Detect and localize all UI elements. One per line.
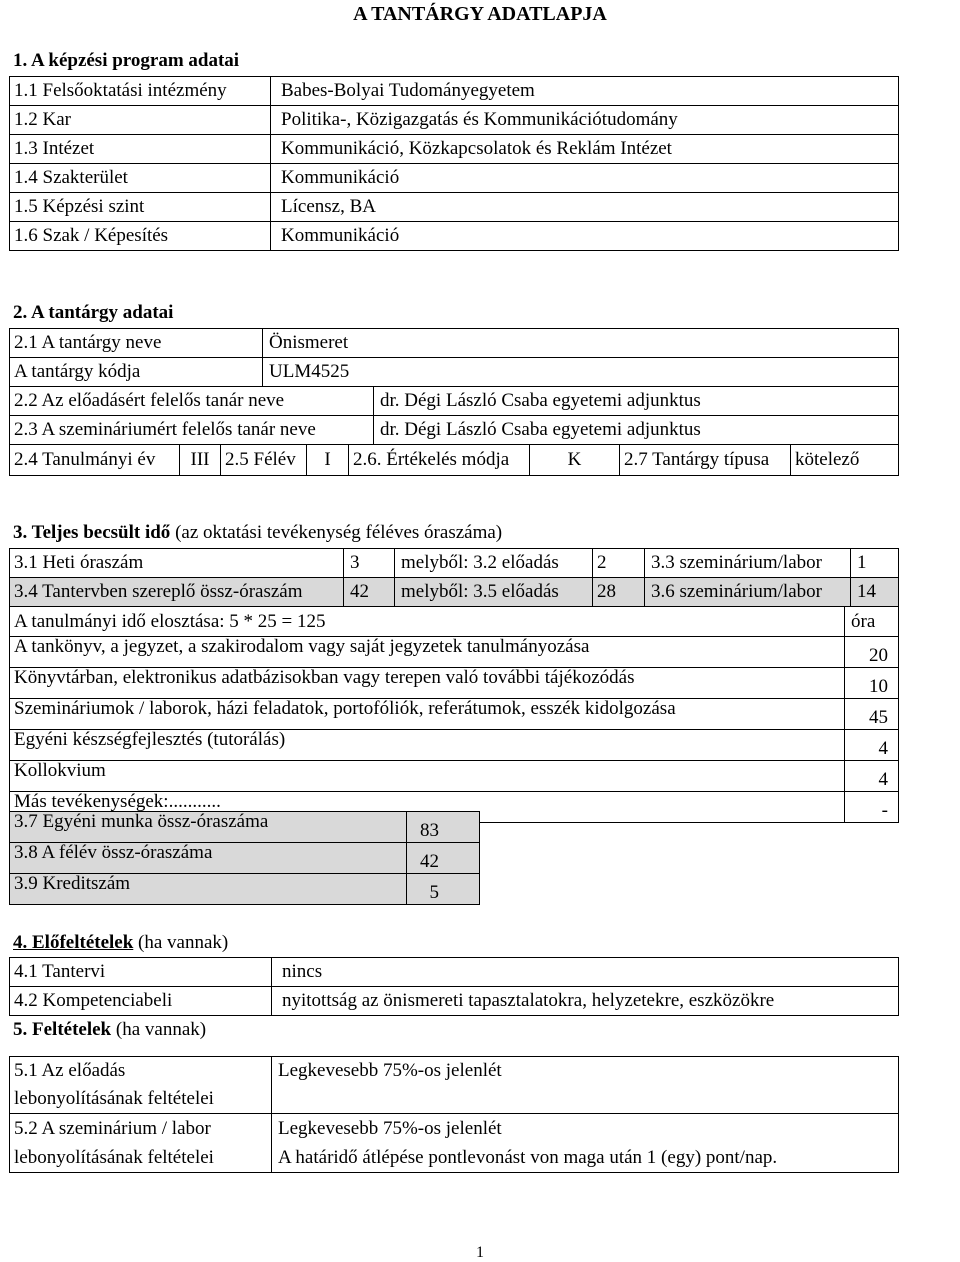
- total-lecture-label: melyből: 3.5 előadás: [395, 578, 593, 607]
- weekly-hours-label: 3.1 Heti óraszám: [10, 549, 344, 578]
- table-row: [10, 812, 480, 843]
- totals-table: [9, 811, 480, 905]
- program-data-table: [9, 76, 899, 251]
- program-field-label: 1.2 Kar: [10, 106, 271, 135]
- program-field-value: Babes-Bolyai Tudományegyetem: [271, 77, 899, 106]
- total-label: 3.8 A félév össz-óraszáma: [10, 843, 407, 874]
- lecture-teacher-label: 2.2 Az előadásért felelős tanár neve: [10, 387, 374, 416]
- hours-table: [9, 548, 899, 607]
- subject-code-value: ULM4525: [263, 358, 899, 387]
- seminar-conditions-label: [10, 1114, 272, 1173]
- activity-hours: 4: [845, 761, 899, 792]
- program-field-value: Politika-, Közigazgatás és Kommunikációtudomány: [271, 106, 899, 135]
- lecture-teacher-value: dr. Dégi László Csaba egyetemi adjunktus: [374, 387, 899, 416]
- program-field-value: Kommunikáció, Közkapcsolatok és Reklám Intézet: [271, 135, 899, 164]
- table-row: [10, 358, 899, 387]
- table-row: [10, 874, 480, 905]
- semester-value: I: [307, 445, 349, 476]
- total-value: 42: [407, 843, 480, 874]
- total-hours-label: 3.4 Tantervben szereplő össz-óraszám: [10, 578, 344, 607]
- seminar-teacher-label: 2.3 A szemináriumért felelős tanár neve: [10, 416, 374, 445]
- lecture-conditions-value: Legkevesebb 75%-os jelenlét: [272, 1057, 899, 1114]
- teachers-table: [9, 386, 899, 445]
- total-label: 3.9 Kreditszám: [10, 874, 407, 905]
- prerequisite-label: 4.1 Tantervi: [10, 958, 272, 987]
- lecture-conditions-label-line-1: 5.1 Az előadás: [14, 1060, 126, 1081]
- total-lecture-value: 28: [593, 578, 645, 607]
- evaluation-label: 2.6. Értékelés módja: [349, 445, 530, 476]
- program-field-label: 1.4 Szakterület: [10, 164, 271, 193]
- activity-label: Kollokvium: [10, 761, 845, 792]
- seminar-conditions-label-line-1: 5.2 A szeminárium / labor: [14, 1118, 211, 1139]
- table-row: [10, 1057, 899, 1114]
- table-row: [10, 77, 899, 106]
- semester-label: 2.5 Félév: [221, 445, 307, 476]
- evaluation-value: K: [530, 445, 620, 476]
- conditions-table: [9, 1056, 899, 1173]
- activity-hours: 45: [845, 699, 899, 730]
- section-5-heading: 5. Feltételek (ha vannak): [13, 1019, 207, 1040]
- table-row: [10, 578, 899, 607]
- table-row: [10, 193, 899, 222]
- table-row: [10, 549, 899, 578]
- subject-name-value: Önismeret: [263, 329, 899, 358]
- seminar-teacher-value: dr. Dégi László Csaba egyetemi adjunktus: [374, 416, 899, 445]
- table-row: [10, 329, 899, 358]
- seminar-conditions-value: [272, 1114, 899, 1173]
- weekly-lecture-value: 2: [593, 549, 645, 578]
- seminar-conditions-value-line-1: Legkevesebb 75%-os jelenlét: [278, 1118, 502, 1139]
- table-row: [10, 699, 899, 730]
- page-number: 1: [476, 1244, 484, 1261]
- program-field-value: Kommunikáció: [271, 164, 899, 193]
- study-year-label: 2.4 Tanulmányi év: [10, 445, 180, 476]
- weekly-seminar-value: 1: [851, 549, 899, 578]
- activity-hours: 10: [845, 668, 899, 699]
- table-row: [10, 843, 480, 874]
- table-row: [10, 668, 899, 699]
- weekly-hours-value: 3: [344, 549, 395, 578]
- section-4-heading: 4. Előfeltételek (ha vannak): [13, 932, 229, 953]
- table-row: [10, 1114, 899, 1173]
- table-row: [10, 106, 899, 135]
- section-2-heading: 2. A tantárgy adatai: [13, 302, 174, 323]
- activity-label: A tankönyv, a jegyzet, a szakirodalom vagy saját jegyzetek tanulmányozása: [10, 637, 845, 668]
- program-field-label: 1.6 Szak / Képesítés: [10, 222, 271, 251]
- table-row: [10, 637, 899, 668]
- table-row: [10, 958, 899, 987]
- table-row: [10, 135, 899, 164]
- total-label: 3.7 Egyéni munka össz-óraszáma: [10, 812, 407, 843]
- table-row: [10, 607, 899, 637]
- section-3-heading: 3. Teljes becsült idő (az oktatási tevékenység féléves óraszáma): [13, 522, 503, 543]
- program-field-label: 1.3 Intézet: [10, 135, 271, 164]
- program-field-value: Lícensz, BA: [271, 193, 899, 222]
- table-row: [10, 730, 899, 761]
- prerequisite-value: nyitottság az önismereti tapasztalatokra, helyzetekre, eszközökre: [272, 987, 899, 1016]
- subject-name-label: 2.1 A tantárgy neve: [10, 329, 263, 358]
- prerequisite-label: 4.2 Kompetenciabeli: [10, 987, 272, 1016]
- activity-hours: 20: [845, 637, 899, 668]
- seminar-conditions-value-line-2: A határidő átlépése pontlevonást von maga után 1 (egy) pont/nap.: [278, 1147, 778, 1168]
- seminar-conditions-label-line-2: lebonyolításának feltételei: [14, 1147, 214, 1168]
- table-row: [10, 445, 899, 476]
- table-row: [10, 387, 899, 416]
- study-year-value: III: [180, 445, 221, 476]
- total-value: 5: [407, 874, 480, 905]
- prerequisite-value: nincs: [272, 958, 899, 987]
- activity-hours: -: [845, 792, 899, 823]
- time-distribution-label: A tanulmányi idő elosztása: 5 * 25 = 125: [10, 607, 845, 637]
- program-field-value: Kommunikáció: [271, 222, 899, 251]
- total-hours-value: 42: [344, 578, 395, 607]
- time-distribution-table: [9, 606, 899, 823]
- document-title: A TANTÁRGY ADATLAPJA: [353, 3, 607, 25]
- course-details-table: [9, 444, 899, 476]
- total-seminar-value: 14: [851, 578, 899, 607]
- activity-label: Más tevékenységek:...........: [10, 792, 845, 823]
- table-row: [10, 222, 899, 251]
- program-field-label: 1.5 Képzési szint: [10, 193, 271, 222]
- section-1-heading: 1. A képzési program adatai: [13, 50, 240, 71]
- table-row: [10, 761, 899, 792]
- weekly-seminar-label: 3.3 szeminárium/labor: [645, 549, 851, 578]
- subject-type-label: 2.7 Tantárgy típusa: [620, 445, 791, 476]
- table-row: [10, 987, 899, 1016]
- table-row: [10, 164, 899, 193]
- activity-label: Egyéni készségfejlesztés (tutorálás): [10, 730, 845, 761]
- weekly-lecture-label: melyből: 3.2 előadás: [395, 549, 593, 578]
- total-value: 83: [407, 812, 480, 843]
- program-field-label: 1.1 Felsőoktatási intézmény: [10, 77, 271, 106]
- table-row: [10, 416, 899, 445]
- subject-code-label: A tantárgy kódja: [10, 358, 263, 387]
- activity-label: Szemináriumok / laborok, házi feladatok, portofóliók, referátumok, esszék kidolgozása: [10, 699, 845, 730]
- total-seminar-label: 3.6 szeminárium/labor: [645, 578, 851, 607]
- lecture-conditions-label: [10, 1057, 272, 1114]
- activity-hours: 4: [845, 730, 899, 761]
- lecture-conditions-label-line-2: lebonyolításának feltételei: [14, 1088, 214, 1109]
- subject-name-table: [9, 328, 899, 387]
- prerequisites-table: [9, 957, 899, 1016]
- time-distribution-unit: óra: [845, 607, 899, 637]
- activity-label: Könyvtárban, elektronikus adatbázisokban vagy terepen való további tájékozódás: [10, 668, 845, 699]
- subject-type-value: kötelező: [791, 445, 899, 476]
